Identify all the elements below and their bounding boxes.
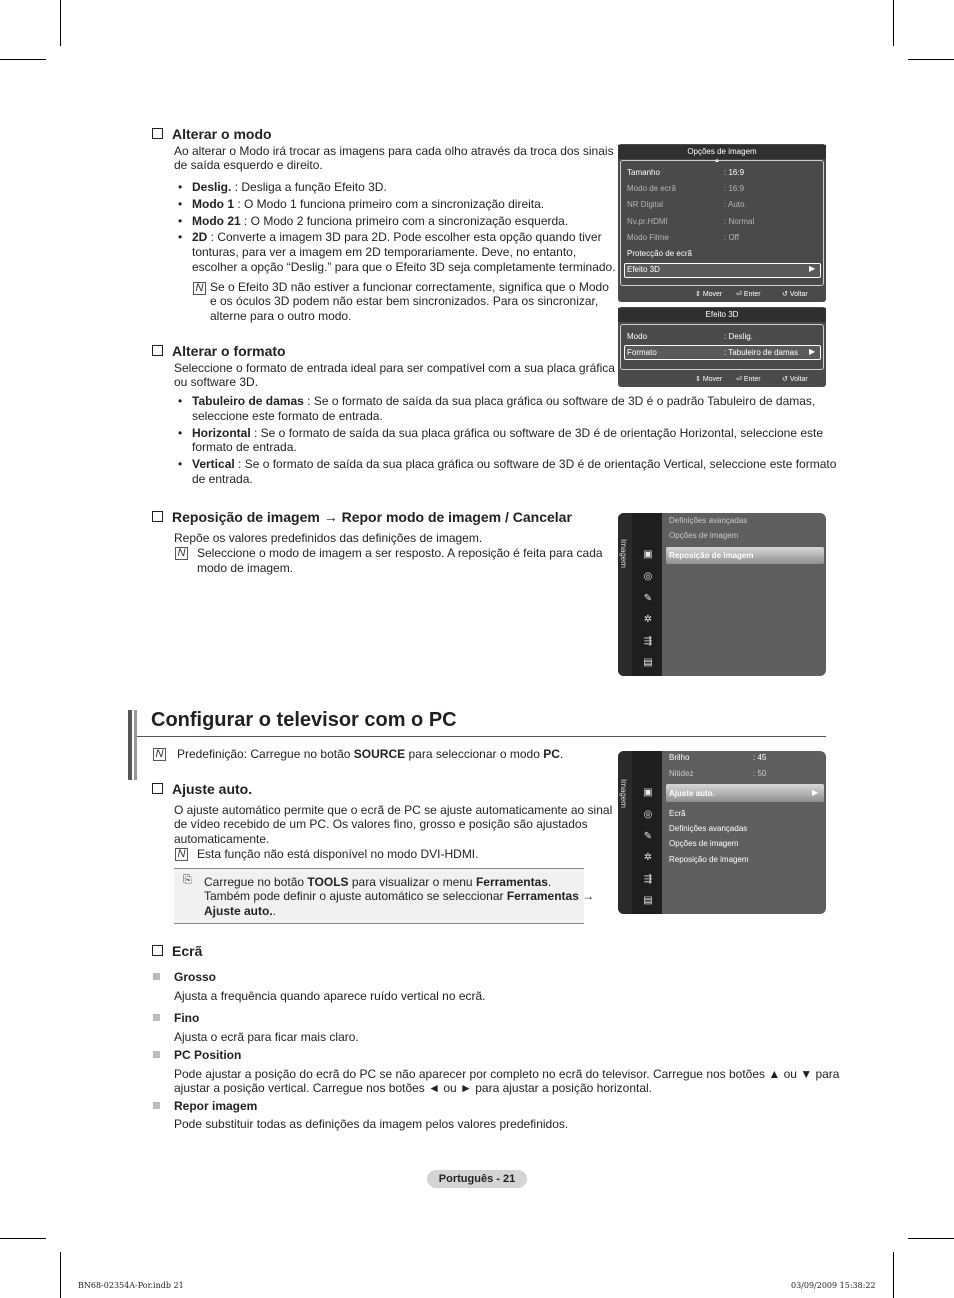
crop-mark: [908, 59, 954, 60]
checkbox-icon: [152, 945, 163, 956]
list-item-continuation: de entrada.: [192, 472, 253, 486]
item-text: Ajusta a frequência quando aparece ruído vertical no ecrã.: [174, 989, 486, 1003]
osd-row-label[interactable]: Formato: [627, 348, 657, 357]
list-item: Modo 1 : O Modo 1 funciona primeiro com a sincronização direita.: [192, 197, 545, 211]
menu-row[interactable]: Opções de imagem: [669, 839, 739, 848]
paragraph: Repõe os valores predefinidos das definições de imagem.: [174, 531, 483, 545]
square-bullet-icon: [153, 1014, 160, 1021]
chapter-bar: [134, 710, 137, 780]
section-heading-ecra: Ecrã: [152, 943, 202, 959]
page-number: Português - 21: [427, 1170, 527, 1188]
menu-row[interactable]: Reposição de imagem: [669, 855, 749, 864]
paragraph: de vídeo recebido de um PC. Os valores fino, grosso e posição são ajustados: [174, 817, 588, 831]
picture-icon[interactable]: ▣: [643, 549, 653, 560]
tools-icon: ⎘: [183, 874, 192, 886]
osd-footer: ↺ Voltar: [782, 376, 808, 383]
paragraph: ou software 3D.: [174, 375, 259, 389]
chapter-title: Configurar o televisor com o PC: [151, 709, 457, 731]
tools-text: Carregue no botão TOOLS para visualizar o menu Ferramentas.: [204, 875, 552, 889]
item-text: ajustar a posição vertical. Carregue nos botões ◄ ou ► para ajustar a posição horizontal.: [174, 1081, 653, 1095]
checkbox-icon: [152, 511, 163, 522]
square-bullet-icon: [153, 1102, 160, 1109]
channel-icon[interactable]: ✎: [643, 831, 653, 842]
crop-mark: [60, 1252, 61, 1298]
osd-row-label[interactable]: Modo de ecrã: [627, 184, 676, 193]
list-item: 2D : Converte a imagem 3D para 2D. Pode escolher esta opção quando tiver: [192, 230, 602, 244]
right-arrow-icon: ▶: [812, 788, 819, 797]
application-icon[interactable]: ▤: [643, 657, 653, 668]
section-heading-alterar-formato: Alterar o formato: [152, 343, 286, 359]
note-text: Predefinição: Carregue no botão SOURCE para seleccionar o modo PC.: [177, 747, 564, 761]
osd-footer: ⇕ Mover: [695, 291, 723, 298]
menu-row[interactable]: Nitidez: [669, 769, 694, 778]
section-heading-ajuste: Ajuste auto.: [152, 781, 252, 797]
list-item-continuation: escolher a opção “Deslig.” para que o Efeito 3D seja completamente terminado.: [192, 260, 616, 274]
osd-row-label[interactable]: Tamanho: [627, 168, 660, 177]
menu-row[interactable]: Ajuste auto.: [669, 789, 715, 798]
item-text: Pode substituir todas as definições da imagem pelos valores predefinidos.: [174, 1117, 569, 1131]
right-arrow-icon: ▶: [809, 264, 816, 273]
divider: [137, 736, 826, 737]
crop-mark: [0, 59, 46, 60]
square-bullet-icon: [153, 1051, 160, 1058]
osd-3d-panel: [618, 307, 826, 387]
paragraph: de saída esquerdo e direito.: [174, 158, 323, 172]
osd-row-value: : Off: [724, 233, 739, 242]
tools-text: Ajuste auto..: [204, 904, 277, 918]
osd-row-value: : Deslig.: [724, 332, 753, 341]
paragraph: Ao alterar o Modo irá trocar as imagens para cada olho através da troca dos sinais: [174, 144, 614, 158]
menu-side-label: Imagem: [619, 539, 628, 568]
checkbox-icon: [152, 128, 163, 139]
input-icon[interactable]: ⇶: [643, 874, 653, 885]
input-icon[interactable]: ⇶: [643, 636, 653, 647]
list-item-continuation: formato de entrada.: [192, 440, 297, 454]
note-icon: N: [153, 748, 166, 761]
square-bullet-icon: [153, 973, 160, 980]
checkbox-icon: [152, 783, 163, 794]
osd-footer: ⏎ Enter: [736, 291, 761, 298]
osd-footer: ↺ Voltar: [782, 291, 808, 298]
menu-row[interactable]: Definições avançadas: [669, 824, 748, 833]
item-title: Fino: [174, 1011, 200, 1025]
sound-icon[interactable]: ◎: [643, 809, 653, 820]
item-title: Repor imagem: [174, 1099, 258, 1113]
channel-icon[interactable]: ✎: [643, 593, 653, 604]
chapter-bar: [128, 710, 132, 780]
crop-mark: [0, 1238, 46, 1239]
paragraph: automaticamente.: [174, 832, 270, 846]
menu-row[interactable]: Ecrã: [669, 809, 686, 818]
osd-row-label[interactable]: Nv.pr.HDMI: [627, 217, 668, 226]
menu-row[interactable]: Brilho: [669, 753, 690, 762]
crop-mark: [908, 1238, 954, 1239]
checkbox-icon: [152, 345, 163, 356]
item-title: PC Position: [174, 1048, 242, 1062]
osd-row-value: : 16:9: [724, 168, 745, 177]
note-icon: N: [193, 282, 206, 295]
section-heading-reposicao: Reposição de imagem → Repor modo de imagem / Cancelar: [152, 509, 572, 525]
note-text: Se o Efeito 3D não estiver a funcionar correctamente, significa que o Modo: [210, 280, 609, 294]
osd-footer: ⇕ Mover: [695, 376, 723, 383]
osd-row-label[interactable]: NR Digital: [627, 200, 664, 209]
item-text: Ajusta o ecrã para ficar mais claro.: [174, 1030, 359, 1044]
menu-row[interactable]: Reposição de imagem: [669, 551, 754, 560]
list-item: Horizontal : Se o formato de saída da sua placa gráfica ou software de 3D é de orientação Horizontal, seleccione este: [192, 426, 824, 440]
crop-mark: [893, 0, 894, 46]
menu-row-value: : 45: [753, 753, 767, 762]
list-item: Modo 21 : O Modo 2 funciona primeiro com a sincronização esquerda.: [192, 214, 569, 228]
paragraph: O ajuste automático permite que o ecrã de PC se ajuste automaticamente ao sinal: [174, 803, 613, 817]
setup-icon[interactable]: ✲: [643, 852, 653, 863]
list-item: Tabuleiro de damas : Se o formato de saída da sua placa gráfica ou software de 3D é o padrão Tabuleiro de damas,: [192, 394, 816, 408]
section-heading-alterar-modo: Alterar o modo: [152, 126, 272, 142]
osd-row-label[interactable]: Modo Filme: [627, 233, 669, 242]
osd-row-label[interactable]: Efeito 3D: [627, 265, 660, 274]
tv-menu-panel: [618, 751, 826, 914]
list-item: Deslig. : Desliga a função Efeito 3D.: [192, 180, 387, 194]
note-text: Esta função não está disponível no modo DVI-HDMI.: [197, 847, 479, 861]
menu-side-label: Imagem: [619, 779, 628, 808]
note-text: Seleccione o modo de imagem a ser resposto. A reposição é feita para cada: [197, 546, 603, 560]
osd-row-value: : Auto.: [724, 200, 747, 209]
up-arrow-icon: ▲: [714, 158, 720, 164]
setup-icon[interactable]: ✲: [643, 614, 653, 625]
print-date: 03/09/2009 15:38:22: [791, 1281, 876, 1290]
menu-row[interactable]: Definições avançadas: [669, 516, 748, 525]
tools-text: Também pode definir o ajuste automático se seleccionar Ferramentas →: [204, 889, 595, 903]
application-icon[interactable]: ▤: [643, 895, 653, 906]
paragraph: Seleccione o formato de entrada ideal para ser compatível com a sua placa gráfica: [174, 361, 615, 375]
osd-title: Efeito 3D: [618, 308, 826, 322]
osd-row-label[interactable]: Protecção de ecrã: [627, 249, 692, 258]
right-arrow-icon: ▶: [809, 347, 816, 356]
note-text: alterne para o outro modo.: [210, 309, 352, 323]
list-item-continuation: tonturas, para ver a imagem em 2D temporariamente. Deve, no entanto,: [192, 245, 577, 259]
osd-row-value: : 16:9: [724, 184, 745, 193]
list-item-continuation: seleccione este formato de entrada.: [192, 409, 383, 423]
menu-row-value: : 50: [753, 769, 767, 778]
file-info: BN68-02354A-Por.indb 21: [78, 1281, 184, 1290]
item-text: Pode ajustar a posição do ecrã do PC se não aparecer por completo no ecrã do televisor. Carregue nos botões ▲ ou ▼ para: [174, 1067, 840, 1081]
note-text: modo de imagem.: [197, 561, 294, 575]
list-item: Vertical : Se o formato de saída da sua placa gráfica ou software de 3D é de orientação Vertical, seleccione este formato: [192, 457, 837, 471]
crop-mark: [893, 1252, 894, 1298]
picture-icon[interactable]: ▣: [643, 787, 653, 798]
item-title: Grosso: [174, 970, 217, 984]
osd-footer: ⏎ Enter: [736, 376, 761, 383]
sound-icon[interactable]: ◎: [643, 571, 653, 582]
osd-row-label[interactable]: Modo: [627, 332, 648, 341]
osd-options-panel: [618, 144, 826, 302]
osd-row-value: : Normal: [724, 217, 755, 226]
note-icon: N: [175, 547, 188, 560]
tv-menu-panel: [618, 513, 826, 676]
note-text: e os óculos 3D podem não estar bem sincronizados. Para os sincronizar,: [210, 294, 599, 308]
crop-mark: [60, 0, 61, 46]
osd-row-value: : Tabuleiro de damas: [724, 348, 799, 357]
note-icon: N: [175, 848, 188, 861]
osd-title: Opções de imagem: [618, 145, 826, 159]
menu-row[interactable]: Opções de imagem: [669, 531, 739, 540]
